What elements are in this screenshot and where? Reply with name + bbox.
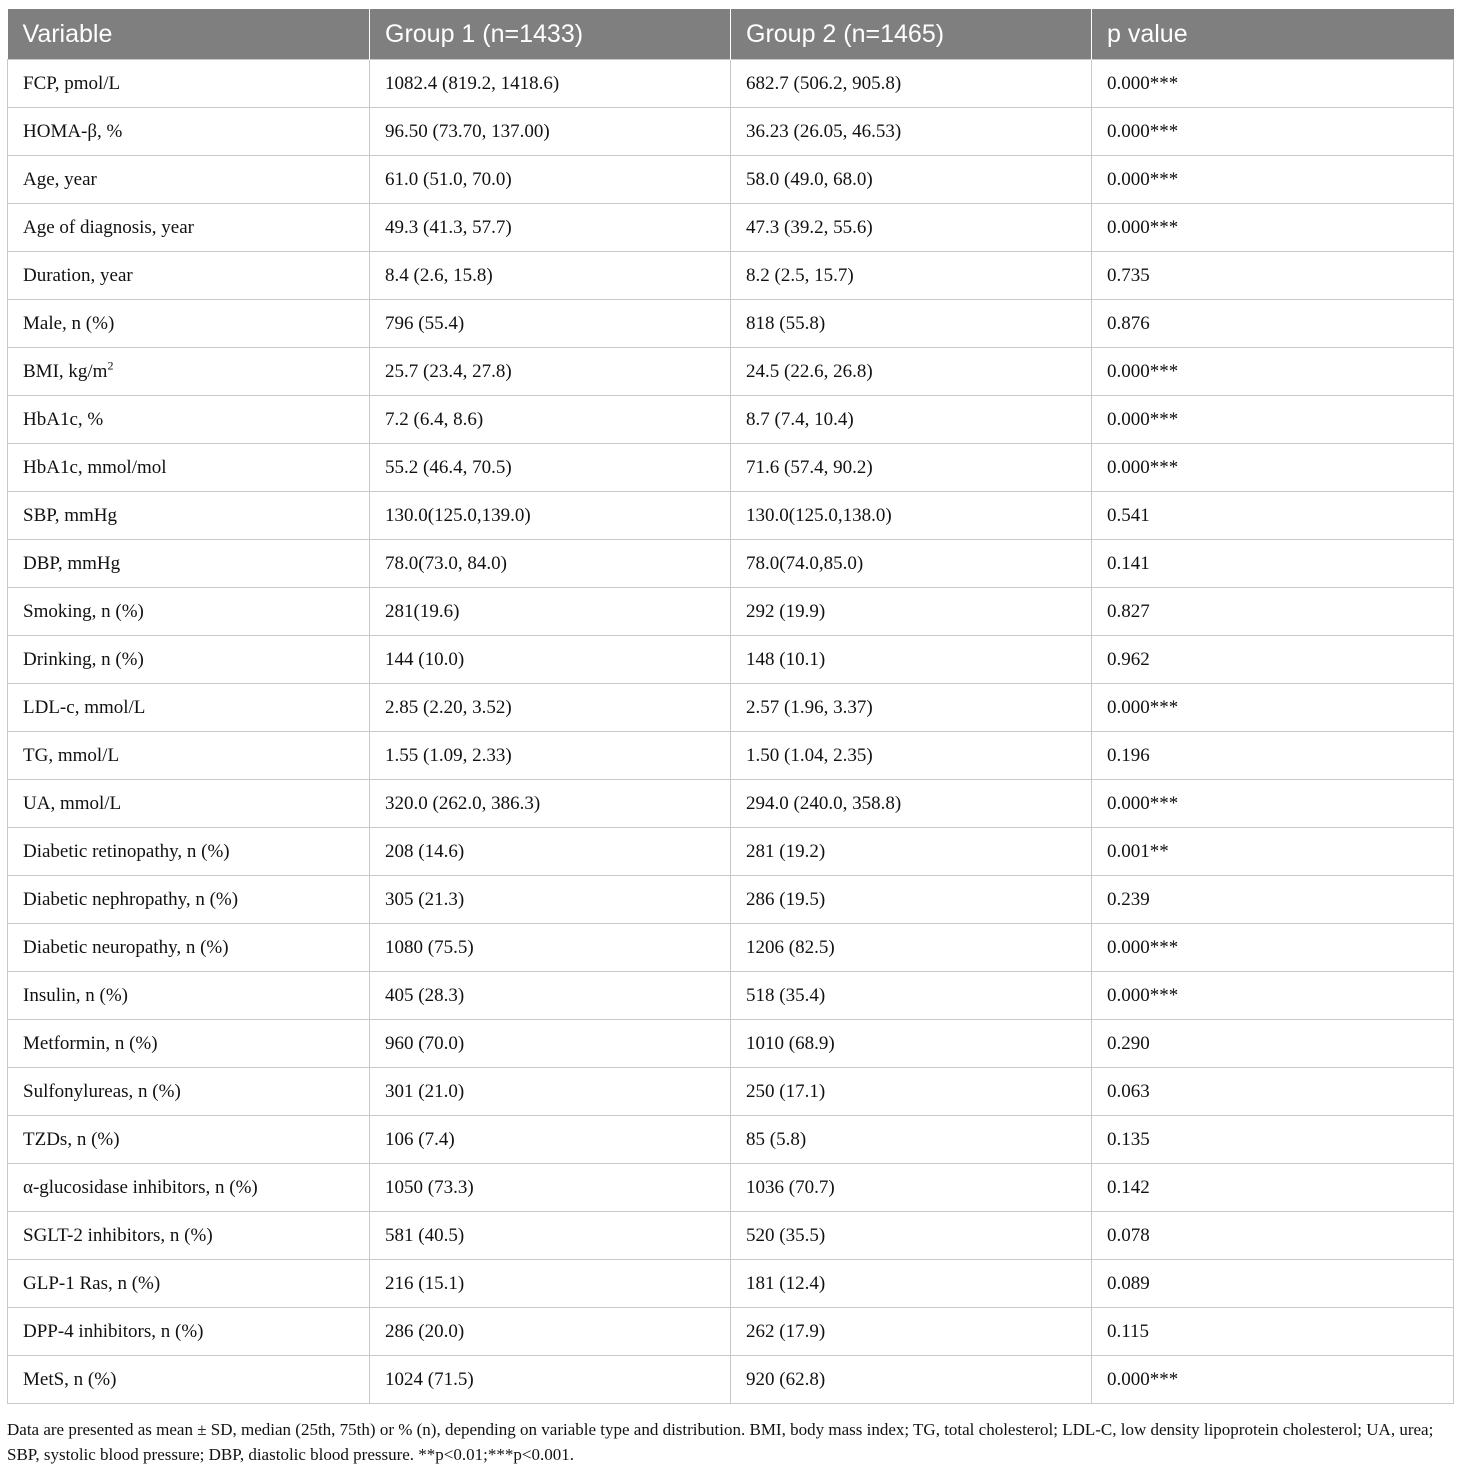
variable-label: Duration, year: [23, 264, 133, 286]
table-row: [8, 60, 1454, 108]
variable-label: HbA1c, %: [23, 408, 104, 430]
cell-group-1: 78.0(73.0, 84.0): [370, 540, 731, 588]
cell-group-2: 2.57 (1.96, 3.37): [731, 684, 1092, 732]
variable-label: Male, n (%): [23, 312, 115, 334]
cell-group-1: 55.2 (46.4, 70.5): [370, 444, 731, 492]
cell-variable: [8, 1356, 370, 1404]
table-row: [8, 780, 1454, 828]
cell-group-1: 581 (40.5): [370, 1212, 731, 1260]
cell-variable: [8, 348, 370, 396]
table-footnote: Data are presented as mean ± SD, median (25th, 75th) or % (n), depending on variable type and distribution. BMI, body mass index; TG, total cholesterol; LDL-C, low density lipoprotein cholesterol; UA, urea; SBP, systolic blood pressure; DBP, diastolic blood pressure. **p<0.01;***p<0.001.: [7, 1420, 1434, 1464]
cell-p-value: 0.141: [1092, 540, 1454, 588]
cell-group-2: 682.7 (506.2, 905.8): [731, 60, 1092, 108]
cell-p-value: 0.000***: [1092, 348, 1454, 396]
variable-label: Smoking, n (%): [23, 600, 144, 622]
variable-label: LDL-c, mmol/L: [23, 696, 146, 718]
data-table: [7, 9, 1454, 1404]
table-row: [8, 156, 1454, 204]
cell-group-2: 8.7 (7.4, 10.4): [731, 396, 1092, 444]
table-body: [8, 60, 1454, 1404]
cell-group-2: 294.0 (240.0, 358.8): [731, 780, 1092, 828]
cell-variable: [8, 828, 370, 876]
variable-label: Metformin, n (%): [23, 1032, 158, 1054]
cell-p-value: 0.000***: [1092, 60, 1454, 108]
cell-group-2: 58.0 (49.0, 68.0): [731, 156, 1092, 204]
cell-variable: [8, 444, 370, 492]
header-variable: Variable: [8, 9, 370, 60]
variable-label: Drinking, n (%): [23, 648, 144, 670]
cell-p-value: 0.000***: [1092, 204, 1454, 252]
cell-variable: [8, 972, 370, 1020]
cell-group-1: 2.85 (2.20, 3.52): [370, 684, 731, 732]
cell-group-2: 1206 (82.5): [731, 924, 1092, 972]
table-row: [8, 444, 1454, 492]
table-row: [8, 1212, 1454, 1260]
cell-group-1: 796 (55.4): [370, 300, 731, 348]
cell-variable: [8, 588, 370, 636]
variable-label: HbA1c, mmol/mol: [23, 456, 167, 478]
table-row: [8, 636, 1454, 684]
cell-variable: [8, 540, 370, 588]
cell-p-value: 0.063: [1092, 1068, 1454, 1116]
variable-label: SGLT-2 inhibitors, n (%): [23, 1224, 213, 1246]
cell-variable: [8, 1020, 370, 1068]
cell-group-2: 8.2 (2.5, 15.7): [731, 252, 1092, 300]
cell-group-1: 305 (21.3): [370, 876, 731, 924]
cell-group-1: 61.0 (51.0, 70.0): [370, 156, 731, 204]
cell-p-value: 0.001**: [1092, 828, 1454, 876]
cell-variable: [8, 492, 370, 540]
data-table-container: [7, 9, 1453, 1404]
table-row: [8, 204, 1454, 252]
cell-group-1: 49.3 (41.3, 57.7): [370, 204, 731, 252]
cell-p-value: 0.078: [1092, 1212, 1454, 1260]
cell-group-1: 960 (70.0): [370, 1020, 731, 1068]
cell-p-value: 0.290: [1092, 1020, 1454, 1068]
cell-variable: [8, 684, 370, 732]
variable-label: Insulin, n (%): [23, 984, 129, 1006]
cell-variable: [8, 60, 370, 108]
cell-p-value: 0.142: [1092, 1164, 1454, 1212]
cell-group-1: 130.0(125.0,139.0): [370, 492, 731, 540]
header-group-2: Group 2 (n=1465): [731, 9, 1092, 60]
table-row: [8, 1068, 1454, 1116]
cell-group-1: 1080 (75.5): [370, 924, 731, 972]
cell-group-2: 78.0(74.0,85.0): [731, 540, 1092, 588]
cell-variable: [8, 636, 370, 684]
variable-label: DPP-4 inhibitors, n (%): [23, 1320, 204, 1342]
cell-group-2: 250 (17.1): [731, 1068, 1092, 1116]
variable-label: MetS, n (%): [23, 1368, 117, 1390]
cell-p-value: 0.000***: [1092, 924, 1454, 972]
cell-p-value: 0.000***: [1092, 972, 1454, 1020]
cell-group-1: 1050 (73.3): [370, 1164, 731, 1212]
table-row: [8, 396, 1454, 444]
cell-variable: [8, 156, 370, 204]
cell-group-2: 181 (12.4): [731, 1260, 1092, 1308]
cell-group-1: 301 (21.0): [370, 1068, 731, 1116]
cell-group-2: 47.3 (39.2, 55.6): [731, 204, 1092, 252]
table-row: [8, 348, 1454, 396]
header-group-1: Group 1 (n=1433): [370, 9, 731, 60]
table-row: [8, 300, 1454, 348]
cell-p-value: 0.876: [1092, 300, 1454, 348]
cell-p-value: 0.000***: [1092, 684, 1454, 732]
table-row: [8, 252, 1454, 300]
variable-label: Diabetic retinopathy, n (%): [23, 840, 230, 862]
table-row: [8, 684, 1454, 732]
cell-group-2: 281 (19.2): [731, 828, 1092, 876]
table-row: [8, 1356, 1454, 1404]
cell-group-2: 130.0(125.0,138.0): [731, 492, 1092, 540]
header-row: [8, 9, 1454, 60]
cell-variable: [8, 204, 370, 252]
cell-group-2: 1.50 (1.04, 2.35): [731, 732, 1092, 780]
cell-variable: [8, 1260, 370, 1308]
cell-group-1: 96.50 (73.70, 137.00): [370, 108, 731, 156]
cell-group-2: 71.6 (57.4, 90.2): [731, 444, 1092, 492]
cell-group-1: 144 (10.0): [370, 636, 731, 684]
variable-label: Age, year: [23, 168, 97, 190]
cell-variable: [8, 1068, 370, 1116]
variable-label: BMI, kg/m: [23, 360, 108, 382]
cell-group-1: 320.0 (262.0, 386.3): [370, 780, 731, 828]
cell-variable: [8, 876, 370, 924]
cell-group-1: 216 (15.1): [370, 1260, 731, 1308]
cell-group-1: 8.4 (2.6, 15.8): [370, 252, 731, 300]
variable-label: α-glucosidase inhibitors, n (%): [23, 1176, 258, 1198]
table-row: [8, 1116, 1454, 1164]
table-row: [8, 732, 1454, 780]
cell-variable: [8, 1212, 370, 1260]
cell-p-value: 0.000***: [1092, 1356, 1454, 1404]
table-row: [8, 1020, 1454, 1068]
cell-p-value: 0.135: [1092, 1116, 1454, 1164]
variable-label: TZDs, n (%): [23, 1128, 120, 1150]
cell-variable: [8, 1116, 370, 1164]
cell-group-2: 24.5 (22.6, 26.8): [731, 348, 1092, 396]
cell-p-value: 0.000***: [1092, 108, 1454, 156]
variable-label: GLP-1 Ras, n (%): [23, 1272, 161, 1294]
cell-p-value: 0.196: [1092, 732, 1454, 780]
variable-label: TG, mmol/L: [23, 744, 120, 766]
cell-p-value: 0.735: [1092, 252, 1454, 300]
table-row: [8, 876, 1454, 924]
cell-group-2: 1036 (70.7): [731, 1164, 1092, 1212]
table-row: [8, 972, 1454, 1020]
cell-group-2: 292 (19.9): [731, 588, 1092, 636]
cell-p-value: 0.962: [1092, 636, 1454, 684]
cell-group-2: 518 (35.4): [731, 972, 1092, 1020]
table-row: [8, 492, 1454, 540]
table-row: [8, 828, 1454, 876]
variable-label: Diabetic nephropathy, n (%): [23, 888, 239, 910]
table-row: [8, 108, 1454, 156]
cell-group-2: 920 (62.8): [731, 1356, 1092, 1404]
cell-p-value: 0.115: [1092, 1308, 1454, 1356]
variable-label: Diabetic neuropathy, n (%): [23, 936, 229, 958]
variable-label: Sulfonylureas, n (%): [23, 1080, 181, 1102]
table-header: [8, 9, 1454, 60]
variable-label: UA, mmol/L: [23, 792, 122, 814]
cell-variable: [8, 396, 370, 444]
variable-label: SBP, mmHg: [23, 504, 117, 526]
cell-variable: [8, 252, 370, 300]
variable-label: FCP, pmol/L: [23, 72, 121, 94]
variable-label: HOMA-β, %: [23, 120, 123, 142]
cell-p-value: 0.089: [1092, 1260, 1454, 1308]
table-row: [8, 924, 1454, 972]
cell-group-2: 262 (17.9): [731, 1308, 1092, 1356]
cell-group-1: 1082.4 (819.2, 1418.6): [370, 60, 731, 108]
variable-superscript: 2: [107, 358, 114, 373]
cell-p-value: 0.000***: [1092, 780, 1454, 828]
header-p-value: p value: [1092, 9, 1454, 60]
cell-variable: [8, 1308, 370, 1356]
cell-group-1: 1024 (71.5): [370, 1356, 731, 1404]
cell-group-2: 520 (35.5): [731, 1212, 1092, 1260]
cell-variable: [8, 1164, 370, 1212]
cell-group-2: 286 (19.5): [731, 876, 1092, 924]
cell-p-value: 0.239: [1092, 876, 1454, 924]
table-row: [8, 588, 1454, 636]
cell-group-1: 7.2 (6.4, 8.6): [370, 396, 731, 444]
cell-p-value: 0.827: [1092, 588, 1454, 636]
table-row: [8, 1308, 1454, 1356]
cell-group-1: 25.7 (23.4, 27.8): [370, 348, 731, 396]
table-row: [8, 540, 1454, 588]
cell-group-2: 36.23 (26.05, 46.53): [731, 108, 1092, 156]
cell-group-1: 286 (20.0): [370, 1308, 731, 1356]
cell-group-1: 281(19.6): [370, 588, 731, 636]
cell-group-2: 85 (5.8): [731, 1116, 1092, 1164]
cell-variable: [8, 732, 370, 780]
cell-variable: [8, 108, 370, 156]
cell-group-1: 1.55 (1.09, 2.33): [370, 732, 731, 780]
variable-label: DBP, mmHg: [23, 552, 121, 574]
cell-variable: [8, 300, 370, 348]
cell-p-value: 0.000***: [1092, 396, 1454, 444]
cell-p-value: 0.541: [1092, 492, 1454, 540]
variable-label: Age of diagnosis, year: [23, 216, 194, 238]
cell-group-2: 1010 (68.9): [731, 1020, 1092, 1068]
cell-variable: [8, 780, 370, 828]
cell-variable: [8, 924, 370, 972]
cell-p-value: 0.000***: [1092, 444, 1454, 492]
table-row: [8, 1260, 1454, 1308]
cell-group-1: 405 (28.3): [370, 972, 731, 1020]
cell-p-value: 0.000***: [1092, 156, 1454, 204]
cell-group-2: 818 (55.8): [731, 300, 1092, 348]
cell-group-2: 148 (10.1): [731, 636, 1092, 684]
table-row: [8, 1164, 1454, 1212]
cell-group-1: 106 (7.4): [370, 1116, 731, 1164]
cell-group-1: 208 (14.6): [370, 828, 731, 876]
